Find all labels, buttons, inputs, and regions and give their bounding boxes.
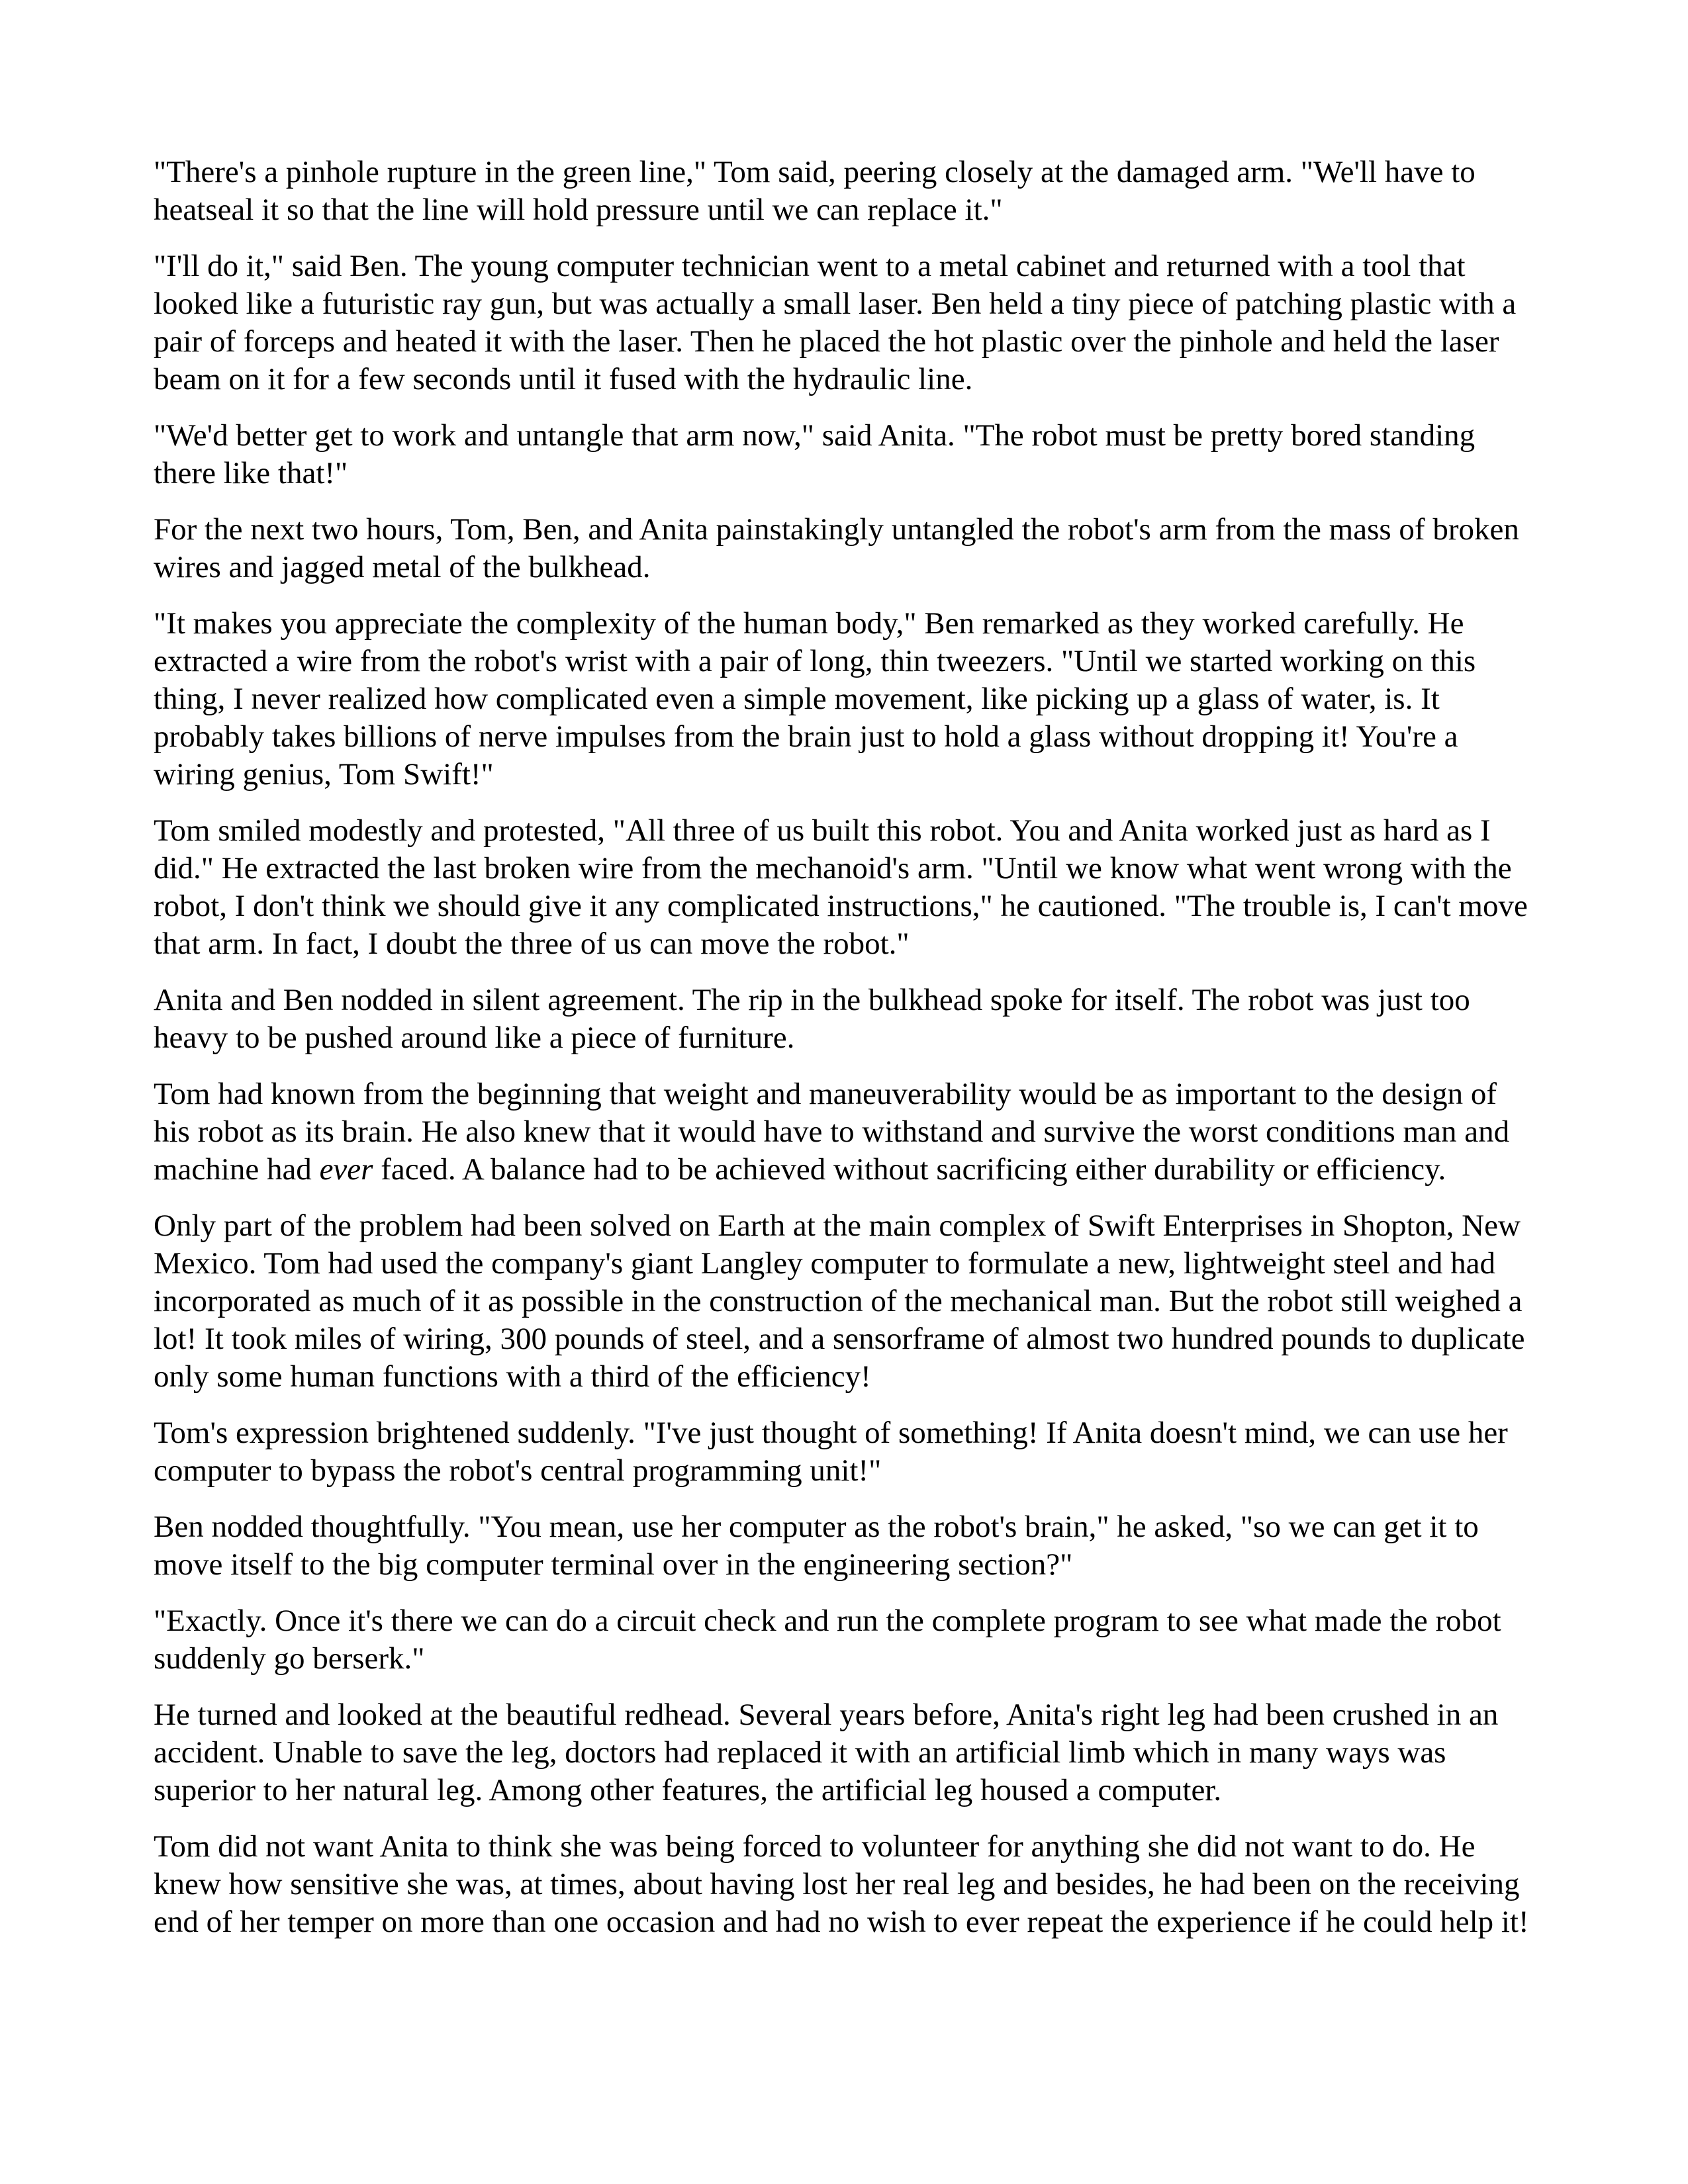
paragraph-4: For the next two hours, Tom, Ben, and Anita painstakingly untangled the robot's arm from the mass of broken wires and jagged metal of the bulkhead. [154,512,1519,584]
paragraph-13: He turned and looked at the beautiful redhead. Several years before, Anita's right leg had been crushed in an accident. Unable to save the leg, doctors had replaced it with an artificial limb which in many ways was superior to her natural leg. Among other features, the artificial leg housed a computer. [154,1698,1499,1807]
paragraph-12: "Exactly. Once it's there we can do a circuit check and run the complete program to see what made the robot suddenly go berserk." [154,1604,1501,1676]
paragraph-10: Tom's expression brightened suddenly. "I've just thought of something! If Anita doesn't mind, we can use her computer to bypass the robot's central programming unit!" [154,1416,1508,1488]
paragraph-8-text-after: faced. A balance had to be achieved without sacrificing either durability or efficiency. [373,1152,1446,1187]
paragraph-1: "There's a pinhole rupture in the green line," Tom said, peering closely at the damaged arm. "We'll have to heatseal it so that the line will hold pressure until we can replace it." [154,155,1476,227]
paragraph-3: "We'd better get to work and untangle that arm now," said Anita. "The robot must be pretty bored standing there like that!" [154,418,1476,490]
paragraph-14: Tom did not want Anita to think she was being forced to volunteer for anything she did not want to do. He knew how sensitive she was, at times, about having lost her real leg and besides, he had been on the receiving end of her temper on more than one occasion and had no wish to ever repeat the experience if he could help it! [154,1829,1529,1939]
paragraph-9: Only part of the problem had been solved on Earth at the main complex of Swift Enterprises in Shopton, New Mexico. Tom had used the company's giant Langley computer to formulate a new, lightweight steel and had incorporated as much of it as possible in the construction of the mechanical man. But the robot still weighed a lot! It took miles of wiring, 300 pounds of steel, and a sensorframe of almost two hundred pounds to duplicate only some human functions with a third of the efficiency! [154,1208,1525,1394]
paragraph-11: Ben nodded thoughtfully. "You mean, use her computer as the robot's brain," he asked, "so we can get it to move itself to the big computer terminal over in the engineering section?" [154,1510,1479,1582]
paragraph-8-emphasis: ever [319,1152,373,1187]
paragraph-8-text-before: Tom had known from the beginning that weight and maneuverability would be as important to the design of his robot as its brain. He also knew that it would have to withstand and survive the worst conditions man and machine had [154,1077,1510,1187]
paragraph-8 [154,1075,1538,1189]
paragraph-6: Tom smiled modestly and protested, "All three of us built this robot. You and Anita worked just as hard as I did." He extracted the last broken wire from the mechanoid's arm. "Until we know what went wrong with the robot, I don't think we should give it any complicated instructions," he cautioned. "The trouble is, I can't move that arm. In fact, I doubt the three of us can move the robot." [154,813,1528,961]
paragraph-7: Anita and Ben nodded in silent agreement. The rip in the bulkhead spoke for itself. The robot was just too heavy to be pushed around like a piece of furniture. [154,983,1470,1055]
document-page [154,154,1538,1960]
paragraph-2: "I'll do it," said Ben. The young computer technician went to a metal cabinet and returned with a tool that looked like a futuristic ray gun, but was actually a small laser. Ben held a tiny piece of patching plastic with a pair of forceps and heated it with the laser. Then he placed the hot plastic over the pinhole and held the laser beam on it for a few seconds until it fused with the hydraulic line. [154,249,1517,396]
paragraph-5: "It makes you appreciate the complexity of the human body," Ben remarked as they worked carefully. He extracted a wire from the robot's wrist with a pair of long, thin tweezers. "Until we started working on this thing, I never realized how complicated even a simple movement, like picking up a glass of water, is. It probably takes billions of nerve impulses from the brain just to hold a glass without dropping it! You're a wiring genius, Tom Swift!" [154,606,1476,792]
